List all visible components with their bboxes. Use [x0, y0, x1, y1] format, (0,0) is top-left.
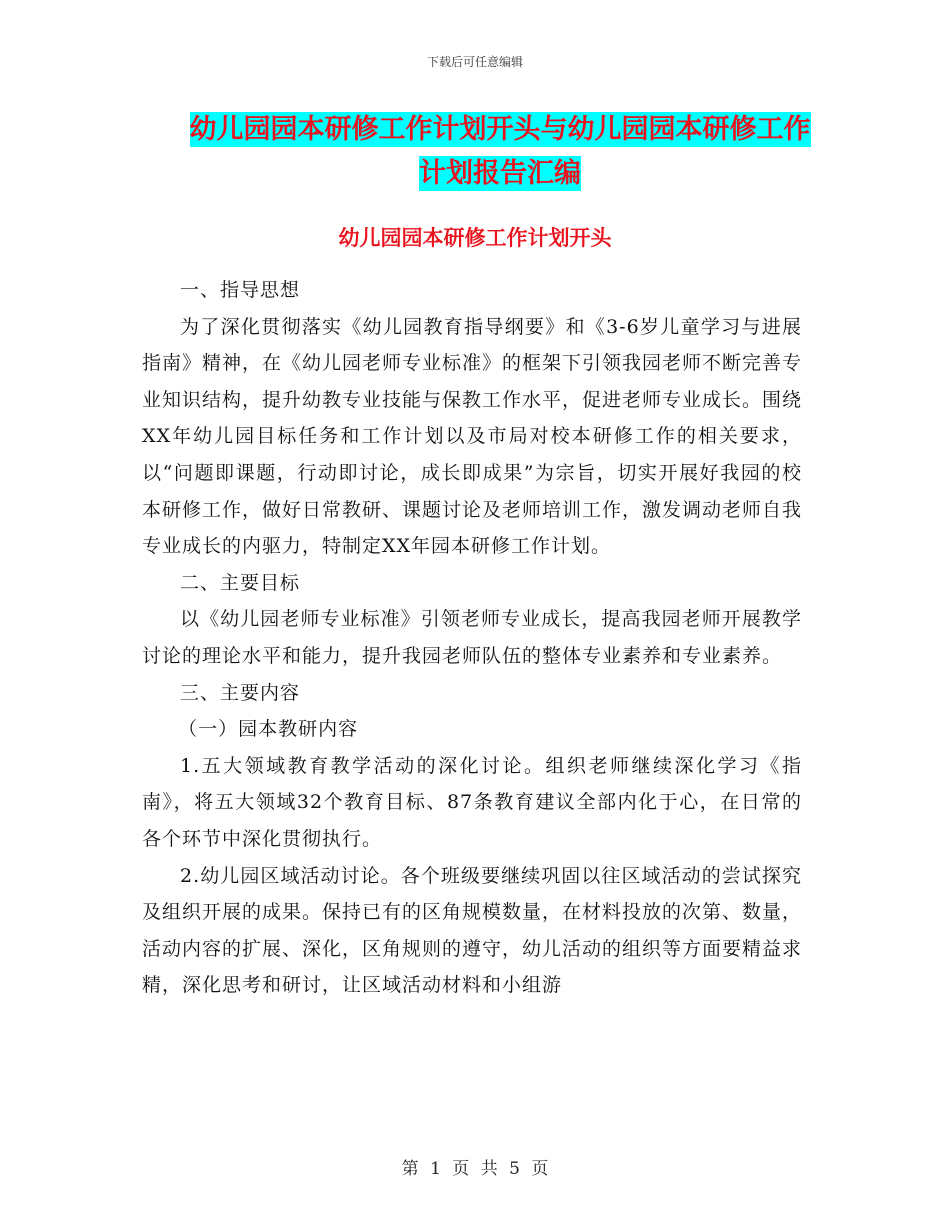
subheading-research-content: （一）园本教研内容 [178, 718, 359, 741]
document-title-line-1: 幼儿园园本研修工作计划开头与幼儿园园本研修工作 [189, 114, 811, 145]
document-title-line-2: 计划报告汇编 [419, 158, 581, 189]
paragraph-main-goals: 以《幼儿园老师专业标准》引领老师专业成长，提高我园老师开展教学讨论的理论水平和能力，提升我园老师队伍的整体专业素养和专业素养。 [142, 608, 802, 667]
paragraph-item-2: 2.幼儿园区域活动讨论。各个班级要继续巩固以往区域活动的尝试探究及组织开展的成果。保持已有的区角规模数量，在材料投放的次第、数量，活动内容的扩展、深化，区角规则的遵守，幼儿活动的组织等方面要精益求精，深化思考和研讨，让区域活动材料和小组游 [142, 864, 803, 997]
section-title: 幼儿园园本研修工作计划开头 [338, 226, 612, 250]
paragraph-item-1: 1.五大领域教育教学活动的深化讨论。组织老师继续深化学习《指南》，将五大领域32个教育目标、87条教育建议全部内化于心，在日常的各个环节中深化贯彻执行。 [142, 754, 802, 850]
heading-main-content: 三、主要内容 [180, 681, 301, 704]
paragraph-guiding-ideology: 为了深化贯彻落实《幼儿园教育指导纲要》和《3-6岁儿童学习与进展指南》精神，在《幼儿园老师专业标准》的框架下引领我园老师不断完善专业知识结构，提升幼教专业技能与保教工作水平，促进老师专业成长。围绕XX年幼儿园目标任务和工作计划以及市局对校本研修工作的相关要求，以“问题即课题，行动即讨论，成长即成果”为宗旨，切实开展好我园的校本研修工作，做好日常教研、课题讨论及老师培训工作，激发调动老师自我专业成长的内驱力，特制定XX年园本研修工作计划。 [142, 315, 803, 558]
page-number-footer: 第 1 页 共 5 页 [401, 1159, 549, 1179]
document-title [120, 108, 880, 196]
heading-main-goals: 二、主要目标 [180, 571, 301, 594]
document-body [142, 272, 802, 1004]
header-note: 下载后可任意编辑 [426, 55, 523, 69]
heading-guiding-ideology: 一、指导思想 [180, 279, 301, 301]
